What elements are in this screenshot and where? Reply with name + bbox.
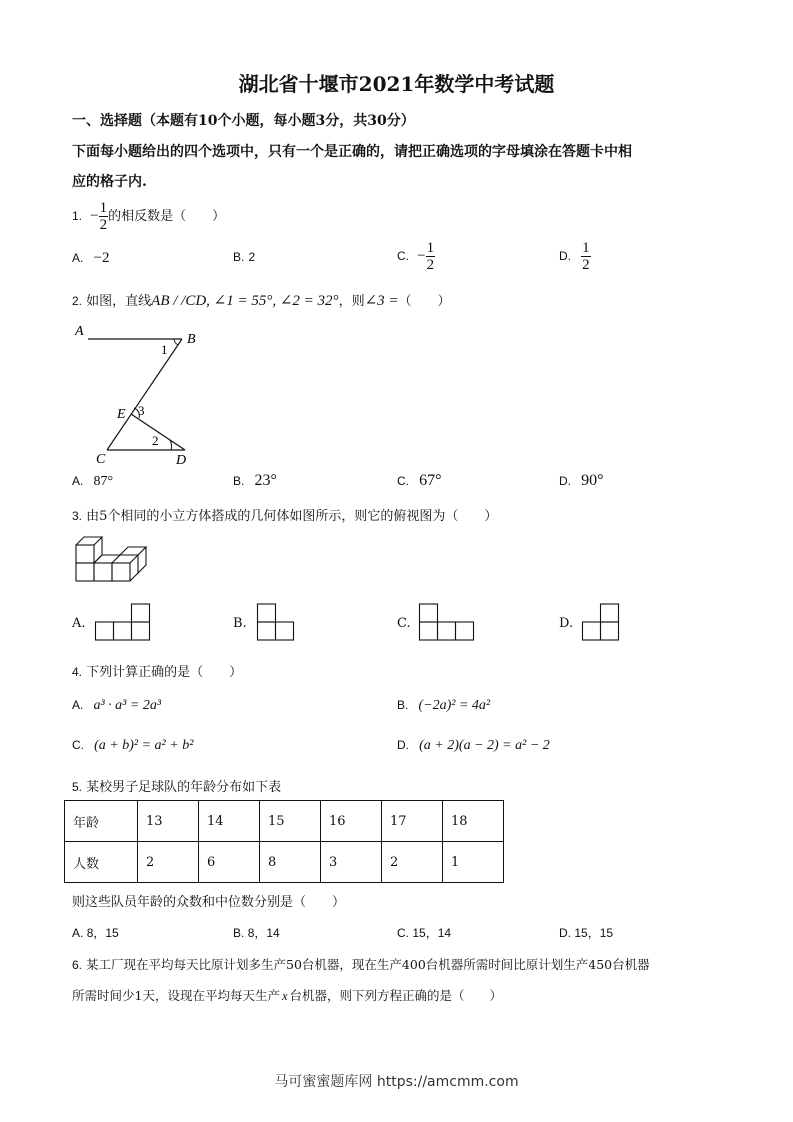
table-cell: 18: [443, 801, 504, 842]
instruction-line-1: 下面每小题给出的四个选项中，只有一个是正确的，请把正确选项的字母填涂在答题卡中相: [72, 144, 632, 160]
question-4: 4. 下列计算正确的是（ ）: [72, 665, 243, 680]
table-cell: 8: [260, 842, 321, 883]
minus-sign: −: [90, 208, 99, 224]
q4-option-a: A. a³ · a³ = 2a³: [72, 698, 162, 713]
q2-option-c: C. 67°: [397, 472, 442, 489]
q3-option-c-label: C.: [397, 616, 411, 631]
q3-option-b-label: B.: [233, 616, 247, 631]
q3-option-b-view: [257, 603, 295, 641]
question-1: [72, 200, 225, 233]
q5-option-a: A. 8，15: [72, 926, 119, 940]
question-5-prompt: 则这些队员年龄的众数和中位数分别是（ ）: [72, 895, 346, 910]
q2-option-d: D. 90°: [559, 472, 604, 489]
label-angle-3: 3: [138, 403, 145, 418]
table-cell: 2: [138, 842, 199, 883]
section-heading: 一、选择题（本题有10个小题，每小题3分，共30分）: [72, 113, 415, 129]
q2-option-a: A. 87°: [72, 474, 114, 489]
age-distribution-table: [64, 800, 504, 883]
q3-option-d-label: D.: [559, 616, 574, 631]
label-e: E: [117, 407, 126, 422]
q5-option-c: C. 15，14: [397, 926, 452, 940]
question-6-line-2: 所需时间少1天，设现在平均每天生产 x 台机器，则下列方程正确的是（ ）: [72, 988, 503, 1003]
table-cell: 14: [199, 801, 260, 842]
question-6-line-1: 6. 某工厂现在平均每天比原计划多生产50台机器，现在生产400台机器所需时间比原计划生产450台机器: [72, 957, 650, 972]
table-cell: 人数: [65, 842, 138, 883]
q3-option-d-view: [582, 603, 620, 641]
table-cell: 13: [138, 801, 199, 842]
line-bc: [107, 339, 182, 450]
question-number: 1.: [72, 209, 83, 223]
question-5: 5. 某校男子足球队的年龄分布如下表: [72, 780, 282, 795]
cube-solid-figure: [74, 535, 154, 585]
table-cell: 1: [443, 842, 504, 883]
table-cell: 6: [199, 842, 260, 883]
page-title: 湖北省十堰市2021年数学中考试题: [238, 72, 555, 96]
q3-option-c-view: [419, 603, 475, 641]
label-angle-2: 2: [152, 433, 159, 448]
question-text: 的相反数是（ ）: [108, 209, 226, 224]
q3-option-a-label: A.: [72, 616, 86, 631]
label-d: D: [176, 453, 187, 468]
table-cell: 15: [260, 801, 321, 842]
fraction: $\frac{1}{2}$: [99, 200, 108, 233]
table-row: [65, 801, 504, 842]
table-cell: 3: [321, 842, 382, 883]
table-cell: 年龄: [65, 801, 138, 842]
q5-option-b: B. 8，14: [233, 926, 280, 940]
instruction-line-2: 应的格子内.: [72, 174, 147, 190]
q1-option-d: D. $\frac{1}{2}$: [559, 240, 590, 273]
q1-option-a: A. −2: [72, 250, 110, 266]
q1-option-b: B. 2: [233, 250, 256, 264]
footer-watermark: 马可蜜蜜题库网 https://amcmm.com: [274, 1074, 519, 1090]
label-a: A: [75, 324, 84, 339]
label-angle-1: 1: [161, 342, 168, 357]
table-cell: 16: [321, 801, 382, 842]
label-c: C: [96, 452, 106, 467]
q1-option-c: C. − $\frac{1}{2}$: [397, 240, 435, 273]
q5-option-d: D. 15，15: [559, 926, 614, 940]
label-b: B: [187, 332, 196, 347]
question-3: 3. 由5个相同的小立方体搭成的几何体如图所示，则它的俯视图为（ ）: [72, 509, 498, 524]
angle-1-arc: [174, 339, 178, 345]
question-2: 2. 如图，直线AB / /CD, ∠1 = 55°, ∠2 = 32°，则∠3 =（ ）: [72, 293, 451, 309]
q4-option-c: C. (a + b)² = a² + b²: [72, 738, 194, 753]
q4-option-d: D. (a + 2)(a − 2) = a² − 2: [397, 738, 550, 753]
table-row: [65, 842, 504, 883]
q3-option-a-view: [95, 603, 151, 641]
q2-option-b: B. 23°: [233, 472, 277, 489]
table-cell: 2: [382, 842, 443, 883]
table-cell: 17: [382, 801, 443, 842]
geometry-figure: [70, 322, 210, 472]
q4-option-b: B. (−2a)² = 4a²: [397, 698, 491, 713]
